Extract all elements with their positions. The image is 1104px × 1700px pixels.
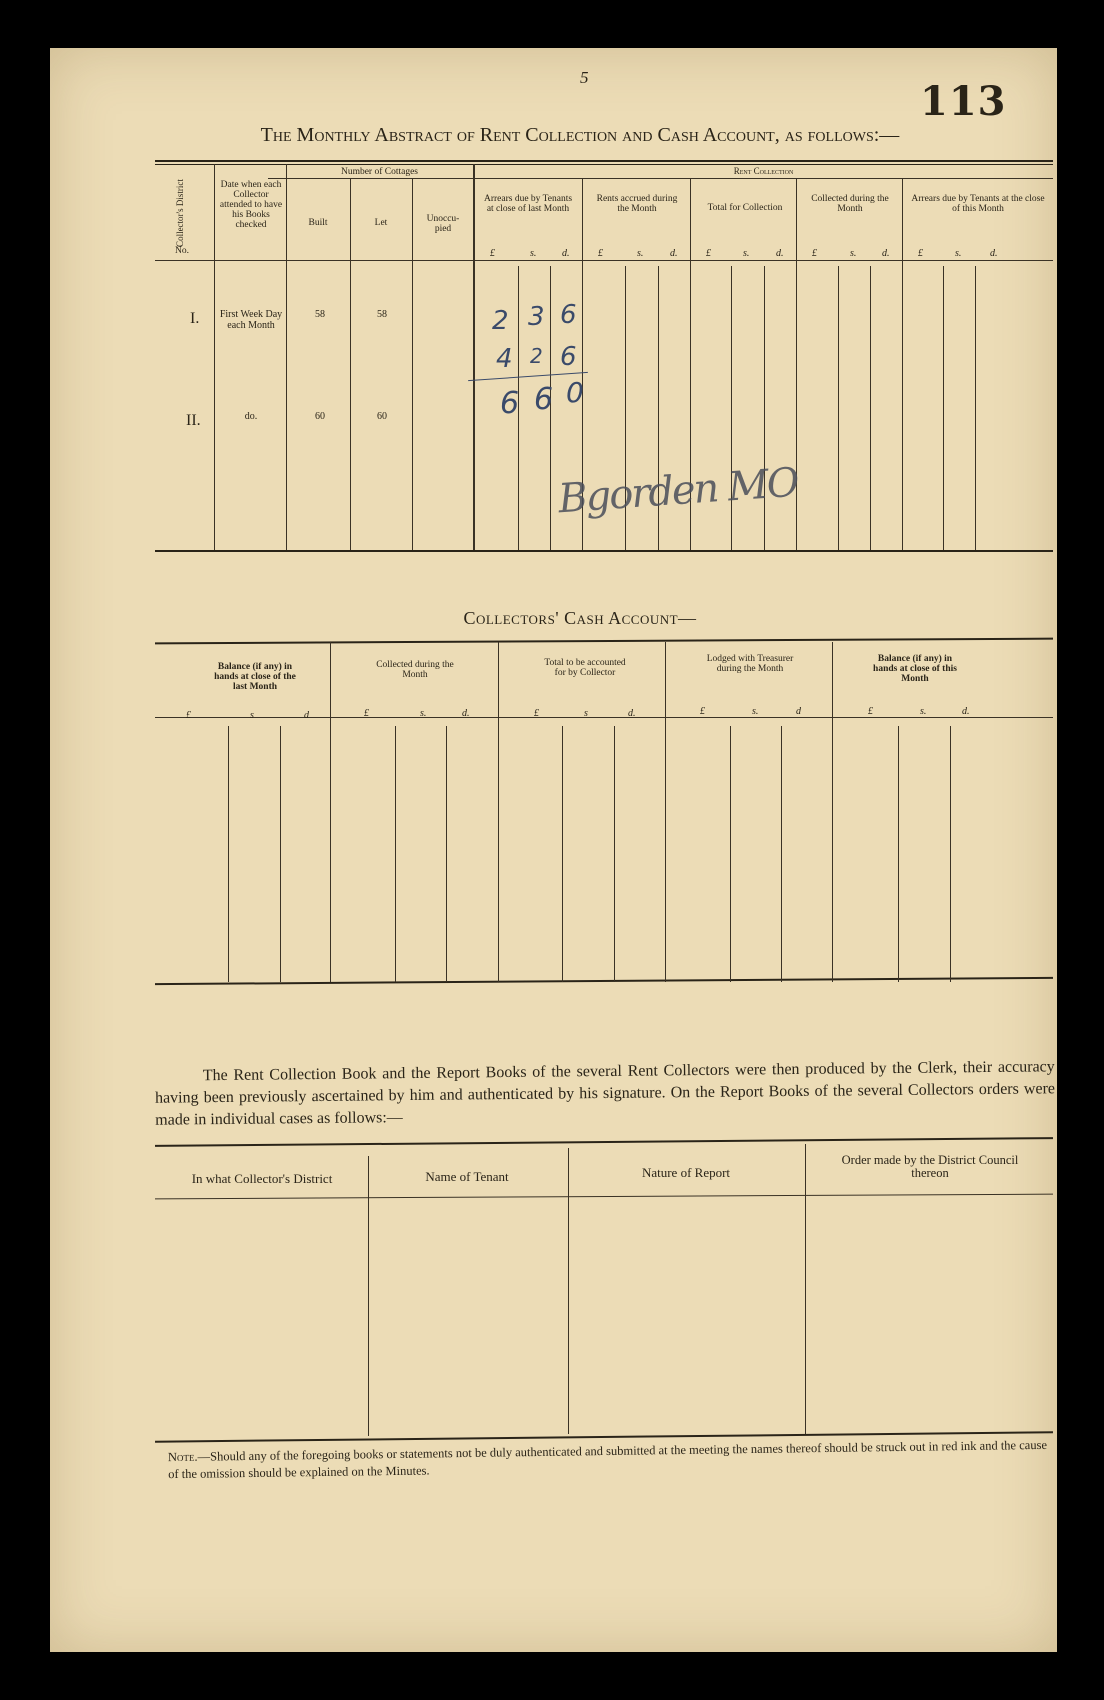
signature: Bgorden MO [556,459,800,523]
cash-account-title: Collectors' Cash Account— [463,608,697,628]
date-header: Date when each Collector attended to have his Books checked [219,180,283,230]
orders-nature-header: Nature of Report [641,1165,731,1180]
balance-last-header: Balance (if any) in hands at close of the last Month [214,662,296,692]
page-number: 5 [580,68,589,87]
collected-header: Collected during the Month [811,194,889,214]
let-header: Let [374,218,388,228]
row-number: I. [190,310,200,327]
row-date: do. [244,411,258,422]
total-accounted-header: Total to be accounted for by Collector [544,658,626,678]
rent-collection-group-header: Rent Collection [733,166,794,176]
built-header: Built [308,218,328,228]
balance-this-header: Balance (if any) in hands at close of this Month [873,654,957,684]
abstract-title: The Monthly Abstract of Rent Collection and Cash Account, as follows:— [260,124,900,146]
row-built: 60 [315,411,325,422]
ledger-page: 5 113 The Monthly Abstract of Rent Collection and Cash Account, as follows:— Collector's District No. Date when each Collector attended to have his Books checked Number of Cottages Built Let Unoccu- pied Rent Collection Arrears due by Tenants at close of last Month Rents accrued during the Month Total for Collection Collected during the Month Arrears due by Tenants at the close of this Month £ s. d. £ s. d. £ s. d. £ s. d. £ s. d. I. First Week Day each Month 58 58 II. do. 60 60 2 3 6 4 2 6 6 6 0 Bgorden MO Collectors' Cash Account— Balance (if any) in hands at close of the last Month Collected during the Month Total to be accounted for by Collector Lodged with Treasurer during the Month Balance (if any) in hands at close of this Month £ s d £ s. d. £ s d. £ s. d £ s. d. The Rent Collection Book and the Report Books of the several Rent Collectors were then produced by the Clerk, their accuracy having been previously ascertained by him and authenticated by his signature. On the Report Books of the several Collectors orders were made in individual cases as follows:— In what Collector's District Name of Tenant Nature of Report Order made by the District Council thereon Note.—Should any of the foregoing books or statements not be duly authenticated and submitted at the meeting the names thereof should be struck out in red ink and the cause of the omission should be explained on the Minutes. [50,48,1057,1652]
footnote: Note.—Should any of the foregoing books or statements not be duly authenticated and submitted at the meeting the names thereof should be struck out in red ink and the cause of the omission should be explained on the Minutes. [167,1437,1048,1482]
orders-district-header: In what Collector's District [191,1171,333,1186]
no-header: No. [175,246,189,256]
cash-collected-header: Collected during the Month [376,660,454,680]
lodged-header: Lodged with Treasurer during the Month [706,654,794,674]
folio-number: 113 [920,78,1007,125]
body-paragraph: The Rent Collection Book and the Report Books of the several Rent Collectors were then produced by the Clerk, their accuracy having been previously ascertained by him and authenticated by his signature. On the Report Books of the several Collectors orders were made in individual cases as follows:— [154,1058,1056,1129]
total-collection-header: Total for Collection [707,203,783,213]
orders-order-header: Order made by the District Council thereon [841,1153,1019,1180]
row-date: First Week Day each Month [219,309,283,331]
row-built: 58 [315,309,325,320]
arrears-last-header: Arrears due by Tenants at close of last Month [483,194,573,214]
district-header: Collector's District [175,179,185,247]
orders-tenant-header: Name of Tenant [425,1169,509,1184]
cottages-group-header: Number of Cottages [340,167,419,177]
unoccupied-header: Unoccu- pied [426,214,460,234]
arrears-this-header: Arrears due by Tenants at the close of this Month [911,194,1045,214]
row-let: 60 [377,411,387,422]
row-let: 58 [377,309,387,320]
row-number: II. [186,412,201,429]
rents-accrued-header: Rents accrued during the Month [596,194,678,214]
